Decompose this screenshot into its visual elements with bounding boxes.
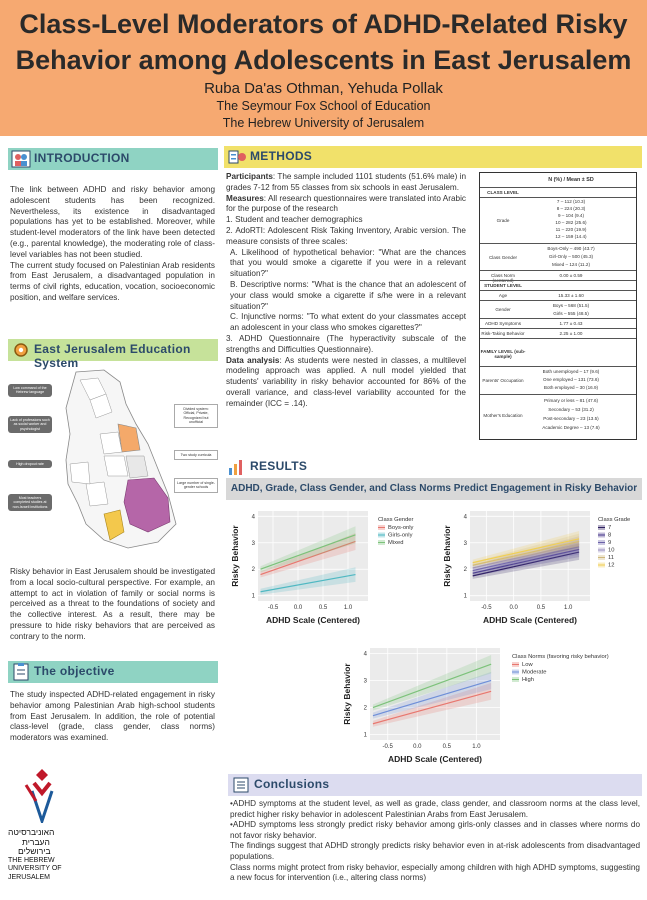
chart-class-grade: [440, 505, 645, 630]
y-tick-label: 3: [251, 540, 255, 547]
age-value: 15.33 ± 1.60: [558, 293, 584, 298]
measure-2b: B. Descriptive norms: "What is the chance that an adolescent of your class would smoke a cigarette if s/he were in a relevant situation?": [230, 279, 466, 311]
mother-secondary: Secondary – 53 (31.2): [548, 407, 594, 412]
conclusions-heading: Conclusions: [254, 777, 330, 791]
legend-entry: 8: [608, 532, 612, 539]
y-tick-label: 3: [463, 540, 467, 547]
y-axis-label: Risky Behavior: [442, 525, 452, 587]
map-note-curricula: Two study curricula: [174, 450, 218, 460]
class-gender-boys: Boys-Only – 490 (43.7): [547, 246, 595, 251]
legend-entry: Low: [522, 662, 533, 668]
participants-paragraph: [226, 172, 466, 194]
results-heading: RESULTS: [250, 459, 308, 473]
map-note-dropout: High dropout rate: [8, 460, 52, 468]
risk-label: Risk-Taking Behavior: [481, 331, 525, 336]
intro-paragraph-1: The link between ADHD and risky behavior among adolescent students has been recognized. Nevertheless, its existence in disadvantaged populations has yet to be established. Moreover, while student-level moderators of the link have been detected (e.g., parental knowledge), the moderating role of class-level variables has not been studied.: [10, 185, 215, 259]
y-tick-label: 1: [363, 732, 367, 739]
clipboard-icon: [11, 662, 31, 682]
title-line-2: Behavior among Adolescents in East Jerusalem: [15, 45, 632, 75]
lab-tools-icon: [227, 147, 247, 167]
y-axis-label: Risky Behavior: [230, 525, 240, 587]
mother-primary: Primary or less – 81 (47.6): [543, 398, 599, 403]
results-banner-text: ADHD, Grade, Class Gender, and Class Norms Predict Engagement in Risky Behavior: [230, 483, 638, 494]
measure-1: 1. Student and teacher demographics: [226, 215, 363, 225]
measure-2c: C. Injunctive norms: "To what extent do your classmates accept an adolescent in your class who smokes cigarettes?": [230, 312, 466, 333]
gear-icon: [11, 340, 31, 360]
conclusion-1: •ADHD symptoms at the student level, as well as grade, class gender, and classroom norms at the class level, predict higher risky behavior in adolescent Palestinian Arabs from East Jerusalem.: [230, 799, 640, 819]
risk-context-text: Risky behavior in East Jerusalem should be investigated from a local socio-cultural perspective. For example, an attempt to act in violation of family or social norms is perceived as a threat to the foundations of society and the collective interest. As a result, there may be pressure to hide risky behaviors that are perceived as contrary to the norm.: [10, 567, 215, 641]
east-jerusalem-map: [8, 364, 218, 564]
legend-entry: Girls-only: [388, 532, 413, 539]
introduction-heading: INTRODUCTION: [34, 151, 130, 165]
x-tick-label: -0.5: [481, 605, 492, 611]
analysis-label: Data analysis: [226, 355, 280, 365]
analysis-paragraph: [226, 356, 466, 410]
class-norm-label: Class Norm (centered): [491, 273, 515, 283]
conclusions-body: [230, 799, 640, 884]
legend-entry: 7: [608, 525, 612, 531]
grade-10: 10 – 282 (25.6): [555, 220, 587, 225]
family-level-label: FAMILY LEVEL (sub-sample): [480, 349, 526, 359]
mother-education-label: Mother's Education: [483, 413, 523, 418]
measure-2: 2. AdoRTI: Adolescent Risk Taking Inventory, Arabic version. The measure consists of three scales:: [226, 225, 466, 246]
age-label: Age: [498, 293, 508, 298]
class-norm-value: 0.00 ± 0.59: [559, 273, 583, 278]
participants-text: : The sample included 1101 students (51.6% male) in grades 7-12 from 55 classes from six schools in east Jerusalem.: [226, 172, 466, 192]
legend-entry: 9: [608, 540, 612, 546]
y-tick-label: 4: [251, 514, 255, 521]
grade-12: 12 – 159 (14.4): [555, 234, 587, 239]
x-tick-label: 1.0: [564, 605, 573, 611]
chart-class-gender: [228, 505, 433, 630]
legend-entry: High: [522, 677, 534, 683]
methods-heading-bar: [224, 146, 642, 168]
class-gender-mixed: Mixed – 124 (11.2): [552, 262, 590, 267]
table-header: N (%) / Mean ± SD: [548, 177, 594, 183]
poster-title: [0, 0, 647, 78]
mother-academic: Academic Degree – 13 (7.6): [542, 425, 600, 430]
chart-class-norms: [340, 640, 640, 770]
title-line-1: Class-Level Moderators of ADHD-Related Risky: [19, 9, 628, 39]
affiliation-university: The Hebrew University of Jerusalem: [222, 116, 425, 130]
x-tick-label: -0.5: [267, 605, 279, 611]
measures-paragraph: [226, 194, 466, 216]
grade-8: 8 – 224 (20.3): [556, 206, 586, 211]
legend-entry: 12: [608, 562, 615, 569]
logo-hebrew-3: בירושלים: [18, 846, 51, 857]
x-tick-label: 0.0: [509, 605, 518, 611]
logo-english-1: THE HEBREW: [8, 856, 55, 864]
intro-paragraph-2: The current study focused on Palestinian Arab residents from East Jerusalem, a disadvantaged population in terms of civil rights, education, vocation, socioeconomic position, and welfare services.: [10, 260, 215, 302]
class-level-label: CLASS LEVEL: [487, 190, 519, 195]
notebook-icon: [231, 775, 251, 795]
gender-boys: Boys – 568 (51.5): [552, 303, 590, 308]
y-tick-label: 1: [251, 593, 255, 600]
grade-11: 11 – 220 (19.9): [555, 227, 587, 232]
parents-both: Both employed – 30 (16.9): [543, 385, 599, 390]
education-system-heading-bar: [8, 339, 218, 370]
table-row: [480, 197, 636, 244]
legend-title: Class Grade: [598, 517, 631, 523]
y-tick-label: 2: [463, 567, 467, 574]
introduction-body: [10, 185, 215, 304]
y-tick-label: 3: [363, 678, 367, 685]
x-tick-label: 0.0: [293, 605, 303, 611]
x-tick-label: 0.0: [413, 744, 422, 750]
y-tick-label: 4: [363, 651, 367, 658]
table-row: [480, 243, 636, 271]
authors: Ruba Da'as Othman, Yehuda Pollak: [204, 80, 443, 97]
conclusions-heading-bar: [228, 774, 642, 796]
introduction-heading-bar: [8, 148, 218, 170]
adhd-label: ADHD Symptoms: [485, 321, 521, 326]
x-axis-label: ADHD Scale (Centered): [483, 615, 577, 625]
affiliation-school: The Seymour Fox School of Education: [216, 99, 431, 113]
methods-body: [226, 172, 466, 410]
legend-entry: Moderate: [522, 669, 547, 676]
grade-9: 9 – 104 (9.4): [557, 213, 585, 218]
y-tick-label: 2: [251, 567, 255, 574]
gender-girls: Girls – 555 (48.5): [553, 311, 589, 316]
x-tick-label: 1.0: [472, 744, 481, 750]
bar-chart-icon: [227, 457, 247, 477]
measures-text: : All research questionnaires were translated into Arabic for the purpose of the research: [226, 193, 466, 214]
class-gender-girls: Girl-Only – 500 (45.3): [548, 254, 594, 259]
participants-label: Participants: [226, 172, 273, 181]
gender-label: Gender: [495, 307, 511, 312]
demographics-table: [479, 172, 637, 440]
hebrew-university-logo: [8, 765, 88, 895]
y-tick-label: 2: [363, 705, 367, 712]
education-system-heading: East Jerusalem Education System: [34, 342, 191, 370]
y-tick-label: 1: [463, 593, 467, 600]
results-heading-bar: [224, 456, 424, 478]
analysis-text: : As students were nested in classes, a multilevel modeling approach was applied. A null model yielded that students' variability in risky behavior accounted for 86% of the overall variance, and class-level variability accounted for the remainder (ICC = .14).: [226, 355, 467, 408]
conclusion-2: •ADHD symptoms less strongly predict risky behavior among girls-only classes and in classes where norms do not favor risky behavior.: [230, 820, 640, 840]
risk-value: 2.25 ± 1.00: [559, 331, 583, 336]
measure-2a: A. Likelihood of hypothetical behavior: "What are the chances that you would smoke a cigarette if you were in a relevant situation?": [230, 247, 466, 279]
legend-title: Class Norms (favoring risky behavior): [512, 654, 609, 660]
x-tick-label: 0.5: [442, 744, 451, 750]
class-gender-label: Class Gender: [488, 255, 518, 260]
logo-text: [8, 828, 88, 883]
map-note-divided-system: Divided system: Official, Private, Recognized but unofficial: [174, 404, 218, 428]
student-level-label: STUDENT LEVEL: [484, 283, 522, 288]
parents-none: Both unemployed – 17 (9.6): [542, 369, 600, 374]
results-banner: [226, 478, 642, 500]
objective-heading: The objective: [34, 664, 115, 678]
table-header-row: [480, 173, 636, 187]
legend-entry: 11: [608, 555, 615, 561]
logo-english-2: UNIVERSITY OF: [8, 865, 62, 873]
adhd-value: 1.77 ± 0.43: [559, 321, 583, 326]
objective-text: The study inspected ADHD-related engagement in risky behavior among Palestinian Arab high-school students from East Jerusalem. In addition, the role of potential class-level (grade, class gender, class norms) moderators was examined.: [10, 690, 215, 743]
table-row: [480, 338, 636, 367]
objective-heading-bar: [8, 661, 218, 683]
x-tick-label: 0.5: [536, 605, 546, 611]
grade-7: 7 – 112 (10.3): [556, 199, 586, 204]
y-tick-label: 4: [463, 514, 467, 521]
measures-label: Measures: [226, 193, 264, 203]
table-row: [480, 394, 636, 439]
x-axis-label: ADHD Scale (Centered): [266, 615, 360, 625]
x-tick-label: 1.0: [343, 605, 353, 611]
people-icon: [11, 149, 31, 169]
table-row: [480, 366, 636, 395]
methods-heading: METHODS: [250, 149, 313, 163]
x-axis-label: ADHD Scale (Centered): [388, 754, 482, 764]
map-note-language: Low command of the Hebrew language: [8, 384, 52, 397]
y-axis-label: Risky Behavior: [342, 663, 352, 725]
legend-title: Class Gender: [378, 517, 414, 523]
legend-entry: Boys-only: [388, 525, 414, 531]
legend-entry: Mixed: [388, 540, 404, 546]
conclusion-3: The findings suggest that ADHD strongly predicts risky behavior even in at-risk adolescents from disadvantaged populations.: [230, 841, 640, 861]
logo-hebrew-1: האוניברסיטה: [8, 827, 55, 837]
grade-label: Grade: [496, 218, 510, 223]
map-note-single-gender: Large number of single-gender schools: [174, 478, 218, 493]
poster-header: [0, 0, 647, 136]
map-note-professions: Lack of professions such as social worker and psychologist: [8, 416, 52, 433]
logo-english-3: JERUSALEM: [8, 873, 51, 881]
university-emblem-icon: [22, 765, 62, 823]
mother-post-secondary: Post-secondary – 23 (13.5): [543, 416, 599, 421]
table-row: [480, 300, 636, 319]
legend-entry: 10: [608, 547, 615, 554]
x-tick-label: 0.5: [318, 605, 328, 611]
map-note-teachers: Most teachers completed studies at non-Israeli institutions: [8, 494, 52, 511]
measure-3: 3. ADHD Questionnaire (The hyperactivity subscale of the strengths and Difficulties Questionnaire).: [226, 333, 466, 354]
conclusion-4: Class norms might protect from risky behavior, especially among children with high ADHD symptoms, suggesting a new focus for intervention (i.e., altering class norms): [230, 862, 640, 883]
logo-hebrew-2: העברית: [22, 836, 50, 847]
parents-one: One employed – 131 (73.6): [543, 377, 599, 382]
x-tick-label: -0.5: [382, 744, 393, 750]
parents-occupation-label: Parents' Occupation: [482, 378, 524, 383]
